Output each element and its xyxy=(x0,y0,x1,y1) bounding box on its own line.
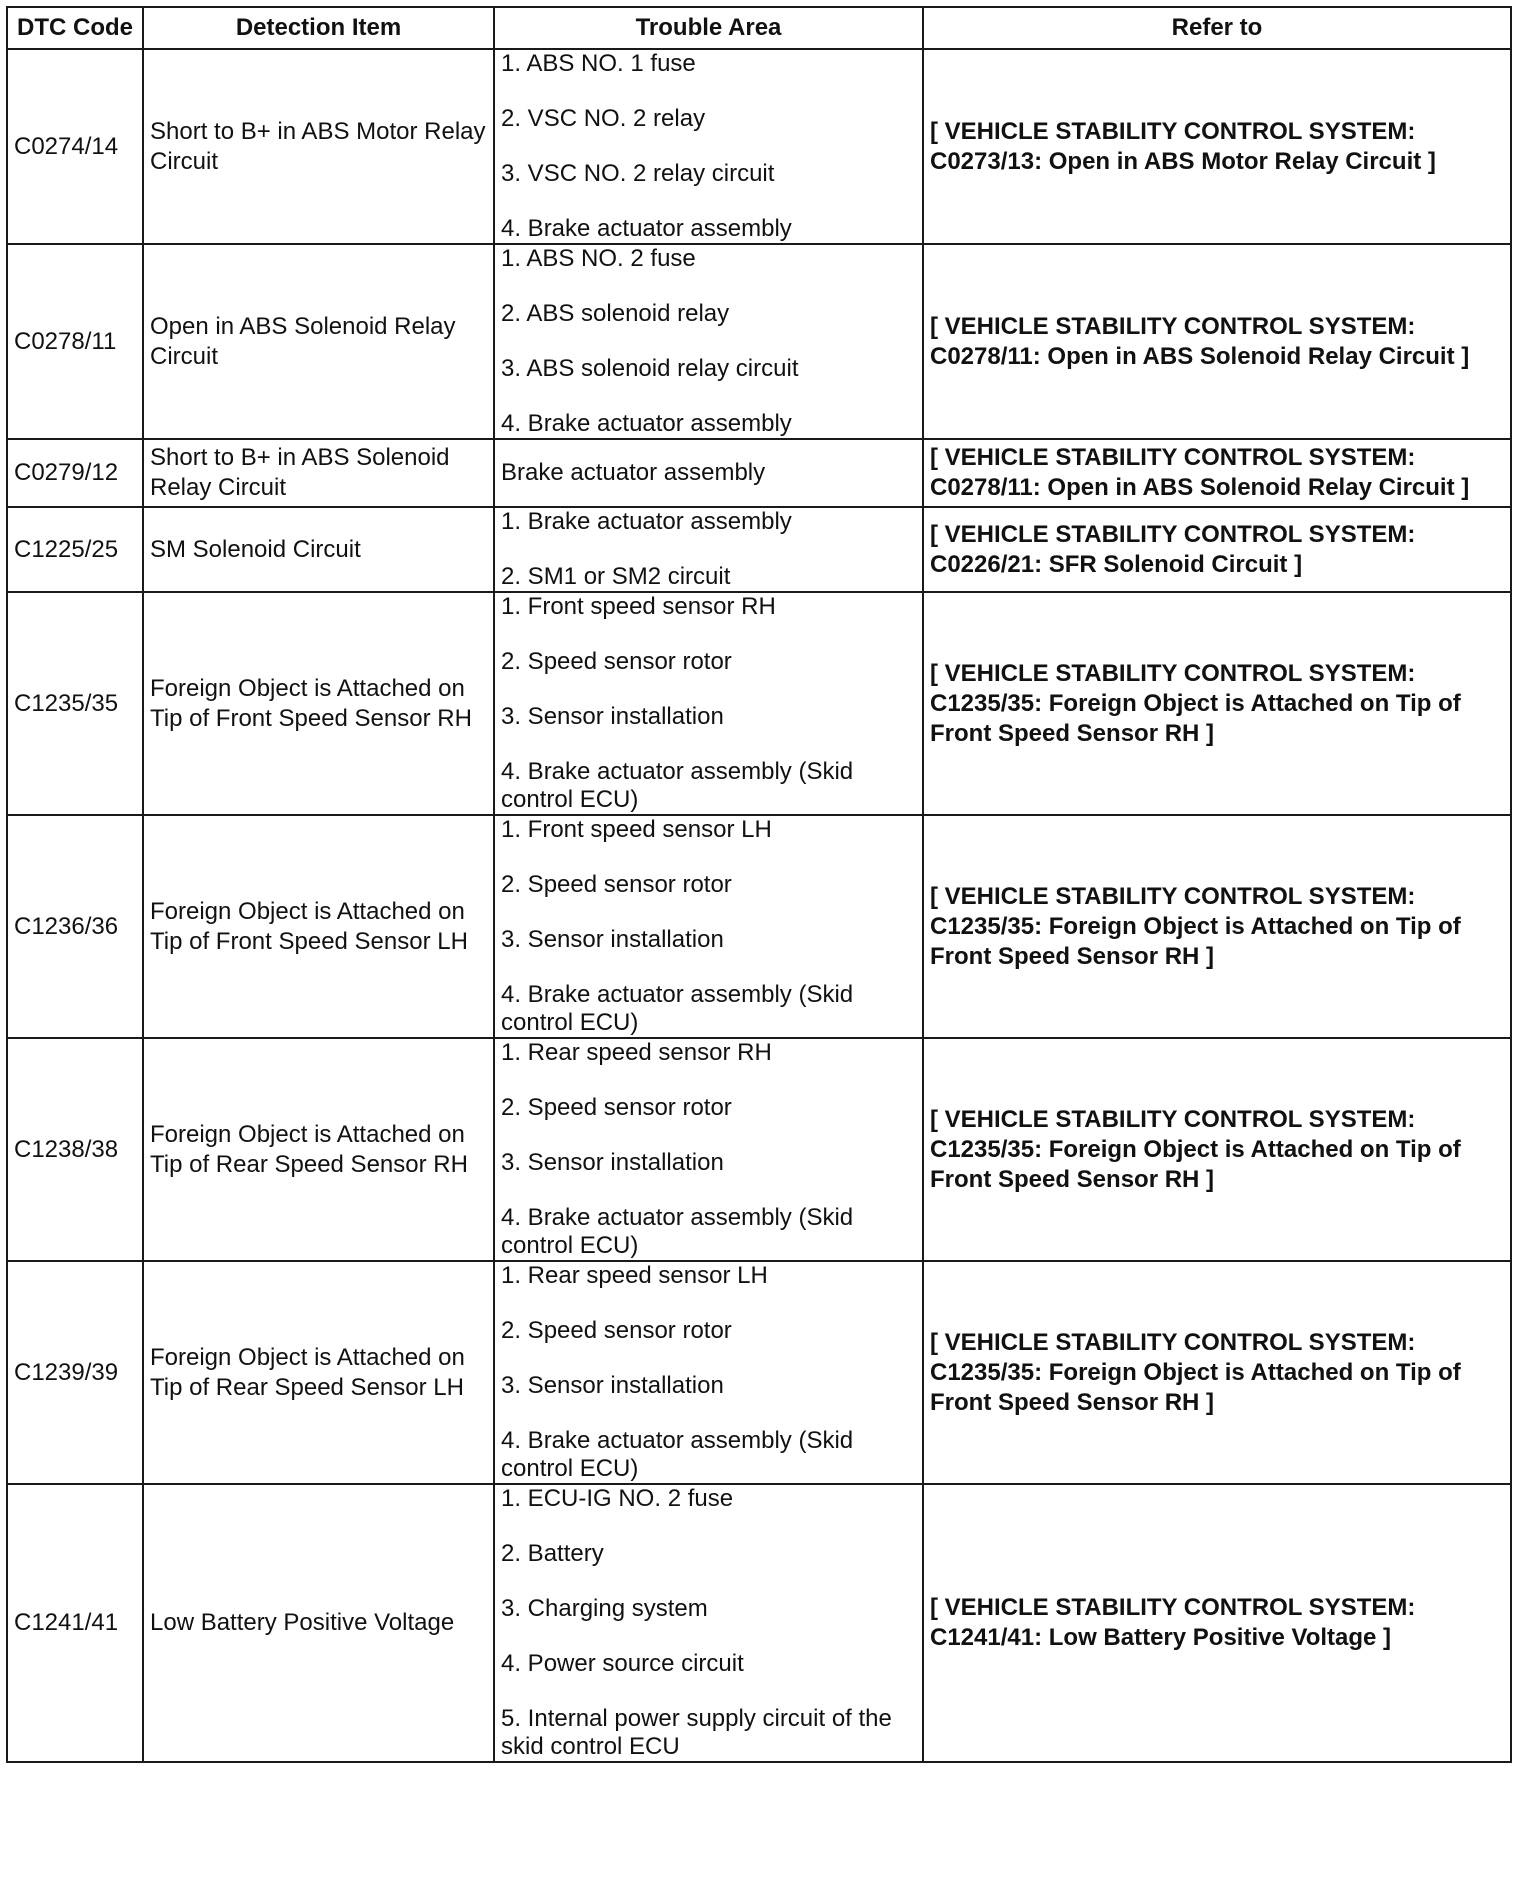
table-header-row xyxy=(7,7,1511,49)
trouble-area-item: Brake actuator assembly xyxy=(501,459,766,486)
trouble-area-cell xyxy=(494,244,923,439)
trouble-area-item: 2. Speed sensor rotor xyxy=(501,1094,732,1121)
trouble-area-item: 1. ABS NO. 1 fuse xyxy=(501,50,696,77)
refer-to-cell: [ VEHICLE STABILITY CONTROL SYSTEM: C1235/35: Foreign Object is Attached on Tip of Front Speed Sensor RH ] xyxy=(923,815,1511,1038)
detection-item-cell: Foreign Object is Attached on Tip of Rear Speed Sensor LH xyxy=(143,1261,494,1484)
detection-item-cell: Low Battery Positive Voltage xyxy=(143,1484,494,1762)
header-refer-to: Refer to xyxy=(923,7,1511,49)
table-row xyxy=(7,49,1511,244)
table-row xyxy=(7,244,1511,439)
dtc-code-cell: C1238/38 xyxy=(7,1038,143,1261)
dtc-code-cell: C1236/36 xyxy=(7,815,143,1038)
header-trouble-area: Trouble Area xyxy=(494,7,923,49)
detection-item-cell: SM Solenoid Circuit xyxy=(143,507,494,592)
detection-item-cell: Open in ABS Solenoid Relay Circuit xyxy=(143,244,494,439)
header-detection-item: Detection Item xyxy=(143,7,494,49)
dtc-code-cell: C1225/25 xyxy=(7,507,143,592)
trouble-area-cell xyxy=(494,592,923,815)
trouble-area-item: 2. Battery xyxy=(501,1540,604,1567)
trouble-area-item: 2. SM1 or SM2 circuit xyxy=(501,563,731,590)
table-row xyxy=(7,1038,1511,1261)
dtc-document xyxy=(6,6,1510,1763)
trouble-area-item: 1. Front speed sensor LH xyxy=(501,816,772,843)
header-dtc-code: DTC Code xyxy=(7,7,143,49)
trouble-area-item: 4. Power source circuit xyxy=(501,1650,744,1677)
trouble-area-item: 2. ABS solenoid relay xyxy=(501,300,730,327)
dtc-code-cell: C1235/35 xyxy=(7,592,143,815)
trouble-area-cell xyxy=(494,507,923,592)
refer-to-cell: [ VEHICLE STABILITY CONTROL SYSTEM: C1235/35: Foreign Object is Attached on Tip of Front Speed Sensor RH ] xyxy=(923,1261,1511,1484)
trouble-area-item: 5. Internal power supply circuit of the skid control ECU xyxy=(501,1705,892,1760)
trouble-area-item: 4. Brake actuator assembly (Skid control ECU) xyxy=(501,758,854,813)
trouble-area-item: 3. Charging system xyxy=(501,1595,708,1622)
trouble-area-item: 4. Brake actuator assembly (Skid control ECU) xyxy=(501,1204,854,1259)
dtc-table xyxy=(6,6,1512,1763)
refer-to-cell: [ VEHICLE STABILITY CONTROL SYSTEM: C0226/21: SFR Solenoid Circuit ] xyxy=(923,507,1511,592)
trouble-area-item: 3. Sensor installation xyxy=(501,1372,724,1399)
trouble-area-item: 2. Speed sensor rotor xyxy=(501,1317,732,1344)
trouble-area-item: 4. Brake actuator assembly (Skid control ECU) xyxy=(501,1427,854,1482)
trouble-area-item: 3. VSC NO. 2 relay circuit xyxy=(501,160,775,187)
table-row xyxy=(7,1261,1511,1484)
dtc-code-cell: C1239/39 xyxy=(7,1261,143,1484)
trouble-area-item: 1. Front speed sensor RH xyxy=(501,593,776,620)
trouble-area-cell xyxy=(494,1484,923,1762)
table-row xyxy=(7,592,1511,815)
trouble-area-item: 2. Speed sensor rotor xyxy=(501,871,732,898)
trouble-area-item: 1. ECU-IG NO. 2 fuse xyxy=(501,1485,734,1512)
trouble-area-item: 1. Rear speed sensor LH xyxy=(501,1262,768,1289)
trouble-area-item: 3. Sensor installation xyxy=(501,703,724,730)
refer-to-cell: [ VEHICLE STABILITY CONTROL SYSTEM: C1241/41: Low Battery Positive Voltage ] xyxy=(923,1484,1511,1762)
table-row xyxy=(7,815,1511,1038)
trouble-area-item: 3. Sensor installation xyxy=(501,926,724,953)
trouble-area-item: 4. Brake actuator assembly xyxy=(501,410,792,437)
dtc-code-cell: C0274/14 xyxy=(7,49,143,244)
detection-item-cell: Foreign Object is Attached on Tip of Rear Speed Sensor RH xyxy=(143,1038,494,1261)
detection-item-cell: Short to B+ in ABS Solenoid Relay Circuit xyxy=(143,439,494,507)
dtc-code-cell: C1241/41 xyxy=(7,1484,143,1762)
trouble-area-item: 3. ABS solenoid relay circuit xyxy=(501,355,799,382)
trouble-area-cell xyxy=(494,49,923,244)
refer-to-cell: [ VEHICLE STABILITY CONTROL SYSTEM: C0278/11: Open in ABS Solenoid Relay Circuit ] xyxy=(923,439,1511,507)
trouble-area-item: 2. VSC NO. 2 relay xyxy=(501,105,706,132)
trouble-area-item: 4. Brake actuator assembly xyxy=(501,215,792,242)
refer-to-cell: [ VEHICLE STABILITY CONTROL SYSTEM: C0278/11: Open in ABS Solenoid Relay Circuit ] xyxy=(923,244,1511,439)
refer-to-cell: [ VEHICLE STABILITY CONTROL SYSTEM: C1235/35: Foreign Object is Attached on Tip of Front Speed Sensor RH ] xyxy=(923,592,1511,815)
trouble-area-cell xyxy=(494,1038,923,1261)
trouble-area-cell xyxy=(494,815,923,1038)
trouble-area-item: 1. ABS NO. 2 fuse xyxy=(501,245,696,272)
trouble-area-item: 1. Rear speed sensor RH xyxy=(501,1039,772,1066)
detection-item-cell: Foreign Object is Attached on Tip of Front Speed Sensor LH xyxy=(143,815,494,1038)
dtc-code-cell: C0279/12 xyxy=(7,439,143,507)
refer-to-cell: [ VEHICLE STABILITY CONTROL SYSTEM: C1235/35: Foreign Object is Attached on Tip of Front Speed Sensor RH ] xyxy=(923,1038,1511,1261)
dtc-code-cell: C0278/11 xyxy=(7,244,143,439)
refer-to-cell: [ VEHICLE STABILITY CONTROL SYSTEM: C0273/13: Open in ABS Motor Relay Circuit ] xyxy=(923,49,1511,244)
table-row xyxy=(7,1484,1511,1762)
trouble-area-item: 4. Brake actuator assembly (Skid control ECU) xyxy=(501,981,854,1036)
trouble-area-item: 3. Sensor installation xyxy=(501,1149,724,1176)
table-row xyxy=(7,507,1511,592)
detection-item-cell: Short to B+ in ABS Motor Relay Circuit xyxy=(143,49,494,244)
detection-item-cell: Foreign Object is Attached on Tip of Front Speed Sensor RH xyxy=(143,592,494,815)
trouble-area-cell xyxy=(494,1261,923,1484)
table-row xyxy=(7,439,1511,507)
trouble-area-item: 2. Speed sensor rotor xyxy=(501,648,732,675)
trouble-area-cell xyxy=(494,439,923,507)
trouble-area-item: 1. Brake actuator assembly xyxy=(501,508,792,535)
